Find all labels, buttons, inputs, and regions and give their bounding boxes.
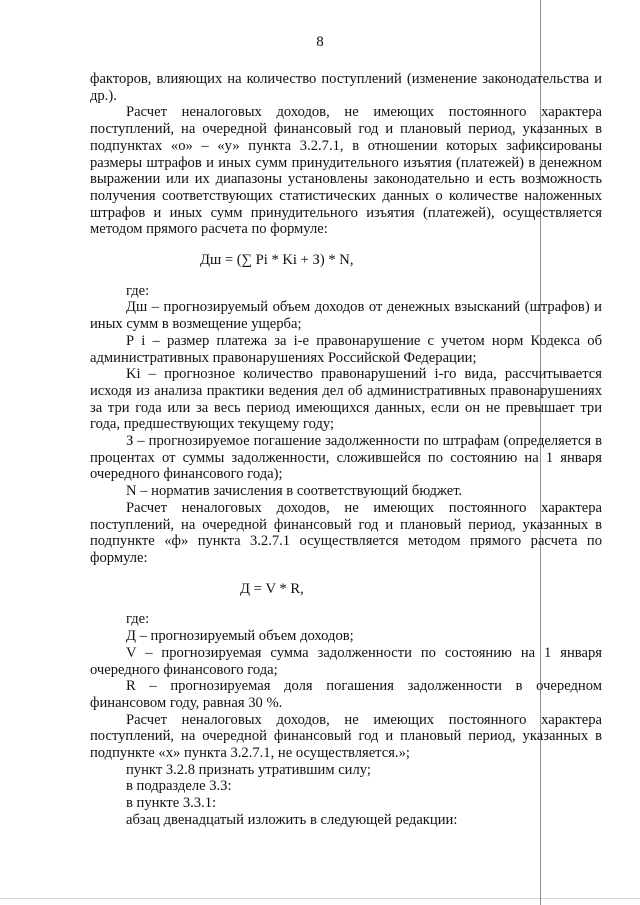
definition-d: Д – прогнозируемый объем доходов; xyxy=(126,628,354,645)
paragraph-subsection-33: в подразделе 3.3: xyxy=(126,778,232,795)
where-label-2: где: xyxy=(126,611,150,628)
document-body xyxy=(90,71,602,829)
where-label-1: где: xyxy=(126,282,150,299)
definition-ki: Ki – прогнозное количество правонарушений i-го вида, рассчитывается исходя из анализа практики ведения дел об административных правонарушениях за три года или за весь период имеющихся данных, если он не превышает три года, предшествующих текущему году; xyxy=(90,366,602,433)
paragraph-item-331: в пункте 3.3.1: xyxy=(126,795,217,812)
paragraph-not-calculated: Расчет неналоговых доходов, не имеющих постоянного характера поступлений, на очередной финансовый год и плановый период, указанных в подпункте «х» пункта 3.2.7.1, не осуществляется.»; xyxy=(90,711,602,762)
paragraph-calc-method-2: Расчет неналоговых доходов, не имеющих постоянного характера поступлений, на очередной финансовый год и плановый период, указанных в подпункте «ф» пункта 3.2.7.1 осуществляется методом прямого расчета по формуле: xyxy=(90,499,602,566)
definition-pi: Р i – размер платежа за i-е правонарушение с учетом норм Кодекса об административных правонарушениях Российской Федерации; xyxy=(90,332,602,366)
paragraph-calc-method-1: Расчет неналоговых доходов, не имеющих постоянного характера поступлений, на очередной финансовый год и плановый период, указанных в подпунктах «о» – «у» пункта 3.2.7.1, в отношении которых зафиксированы размеры штрафов и иных сумм принудительного изъятия (платежей) в денежном выражении или их диапазоны установлены законодательно и есть возможность получения соответствующих статистических данных о количестве наложенных штрафов и иных сумм принудительного изъятия (платежей), осуществляется методом прямого расчета по формуле: xyxy=(90,104,602,238)
definition-z: З – прогнозируемое погашение задолженности по штрафам (определяется в процентах от суммы задолженности, сложившейся по состоянию на 1 января очередного финансового года); xyxy=(90,433,602,483)
definition-dsh: Дш – прогнозируемый объем доходов от денежных взысканий (штрафов) и иных сумм в возмещение ущерба; xyxy=(90,299,602,333)
definition-r: R – прогнозируемая доля погашения задолженности в очередном финансовом году, равная 30 %. xyxy=(90,678,602,711)
paragraph-twelfth-abzac: абзац двенадцатый изложить в следующей редакции: xyxy=(126,811,458,828)
paragraph-continuation: факторов, влияющих на количество поступлений (изменение законодательства и др.). xyxy=(90,71,602,104)
page-number: 8 xyxy=(316,34,324,50)
formula-debt: Д = V * R, xyxy=(240,580,304,597)
definition-v: V – прогнозируемая сумма задолженности по состоянию на 1 января очередного финансового года; xyxy=(90,644,602,678)
scan-artifact-bottom xyxy=(0,898,640,899)
paragraph-item-328: пункт 3.2.8 признать утратившим силу; xyxy=(126,761,371,778)
formula-fines: Дш = (∑ Pi * Ki + З) * N, xyxy=(200,252,354,269)
definition-n: N – норматив зачисления в соответствующий бюджет. xyxy=(126,483,463,500)
